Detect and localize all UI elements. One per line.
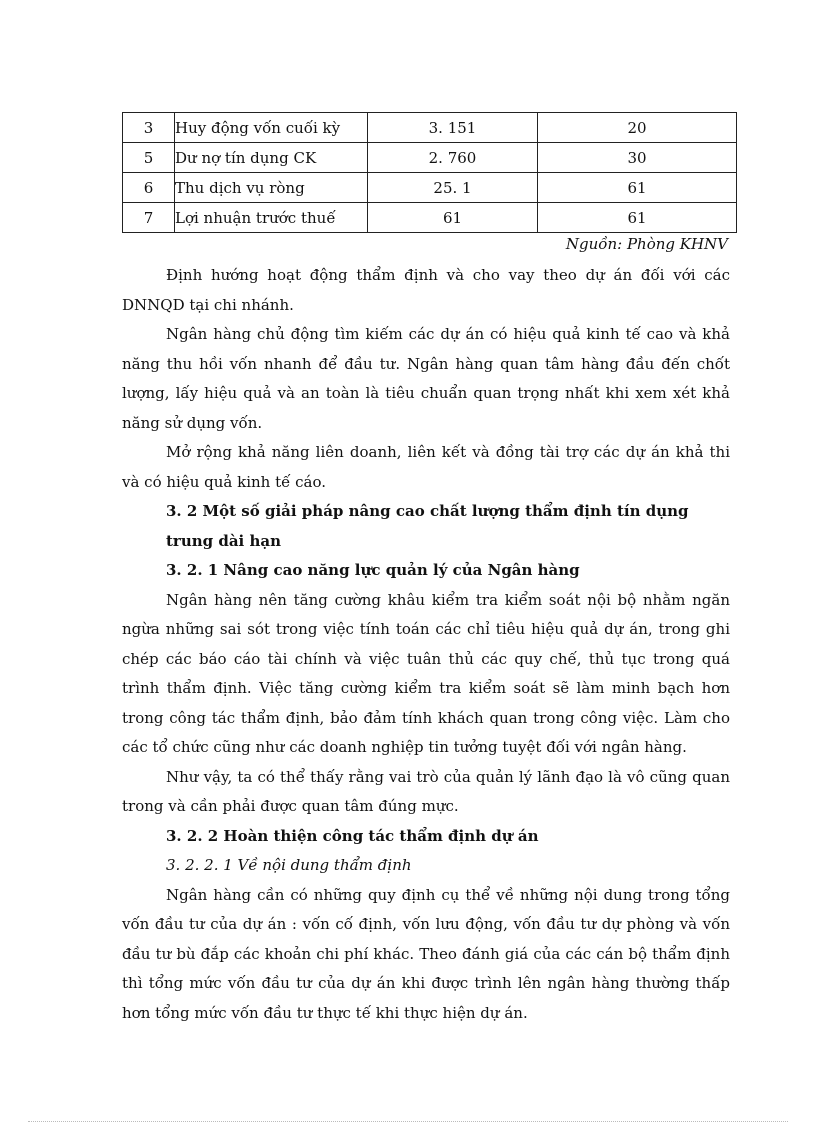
row-number: 5	[123, 143, 175, 173]
paragraph: Định hướng hoạt động thẩm định và cho vay theo dự án đối với các DNNQD tại chi nhánh.	[122, 266, 730, 314]
row-number: 3	[123, 113, 175, 143]
paragraph: Ngân hàng cần có những quy định cụ thể về những nội dung trong tổng vốn đầu tư của dự án : vốn cố định, vốn lưu động, vốn đầu tư dự phòng và vốn đầu tư bù đắp các khoản chi phí khác. Theo đánh giá của các cán bộ thẩm định thì tổng mức vốn đầu tư của dự án khi được trình lên ngân hàng thường thấp hơn tổng mức vốn đầu tư thực tế khi thực hiện dự án.	[122, 885, 730, 1022]
paragraph: Ngân hàng chủ động tìm kiếm các dự án có hiệu quả kinh tế cao và khả năng thu hồi vốn nhanh để đầu tư. Ngân hàng quan tâm hàng đầu đến chốt lượng, lấy hiệu quả và an toàn là tiêu chuẩn quan trọng nhất khi xem xét khả năng sử dụng vốn.	[122, 325, 730, 432]
row-number: 6	[123, 173, 175, 203]
indicator-name: Thu dịch vụ ròng	[175, 173, 368, 203]
page-bottom-rule	[28, 1121, 788, 1122]
subsection-heading: 3. 2. 1 Nâng cao năng lực quản lý của Ngân hàng	[166, 561, 580, 579]
indicator-value: 61	[368, 203, 538, 233]
document-body	[122, 261, 730, 1028]
paragraph: Mở rộng khả năng liên doanh, liên kết và đồng tài trợ các dự án khả thi và có hiệu quả kinh tế cáo.	[122, 443, 730, 491]
table-source-note: Nguồn: Phòng KHNV	[565, 235, 728, 253]
indicator-name: Huy động vốn cuối kỳ	[175, 113, 368, 143]
table-row	[123, 143, 737, 173]
section-heading: 3. 2 Một số giải pháp nâng cao chất lượng thẩm định tín dụng trung dài hạn	[166, 502, 689, 550]
paragraph: Như vậy, ta có thể thấy rằng vai trò của quản lý lãnh đạo là vô cũng quan trong và cần phải được quan tâm đúng mực.	[122, 767, 730, 815]
indicator-value: 25. 1	[368, 173, 538, 203]
indicator-percent: 61	[538, 173, 737, 203]
table-row	[123, 173, 737, 203]
indicator-percent: 20	[538, 113, 737, 143]
paragraph: Ngân hàng nên tăng cường khâu kiểm tra kiểm soát nội bộ nhằm ngăn ngừa những sai sót trong việc tính toán các chỉ tiêu hiệu quả dự án, trong ghi chép các báo cáo tài chính và việc tuân thủ các quy chế, thủ tục trong quá trình thẩm định. Việc tăng cường kiểm tra kiểm soát sẽ làm minh bạch hơn trong công tác thẩm định, bảo đảm tính khách quan trong công việc. Làm cho các tổ chức cũng như các doanh nghiệp tin tưởng tuyệt đối với ngân hàng.	[122, 590, 730, 756]
indicator-value: 2. 760	[368, 143, 538, 173]
indicator-name: Lợi nhuận trước thuế	[175, 203, 368, 233]
indicator-percent: 61	[538, 203, 737, 233]
table-row	[123, 113, 737, 143]
row-number: 7	[123, 203, 175, 233]
table-row	[123, 203, 737, 233]
indicator-percent: 30	[538, 143, 737, 173]
data-table	[122, 112, 737, 233]
indicator-value: 3. 151	[368, 113, 538, 143]
indicator-name: Dư nợ tín dụng CK	[175, 143, 368, 173]
subsection-heading: 3. 2. 2 Hoàn thiện công tác thẩm định dự án	[166, 826, 539, 845]
sub-subsection-heading: 3. 2. 2. 1 Về nội dung thẩm định	[166, 856, 412, 874]
